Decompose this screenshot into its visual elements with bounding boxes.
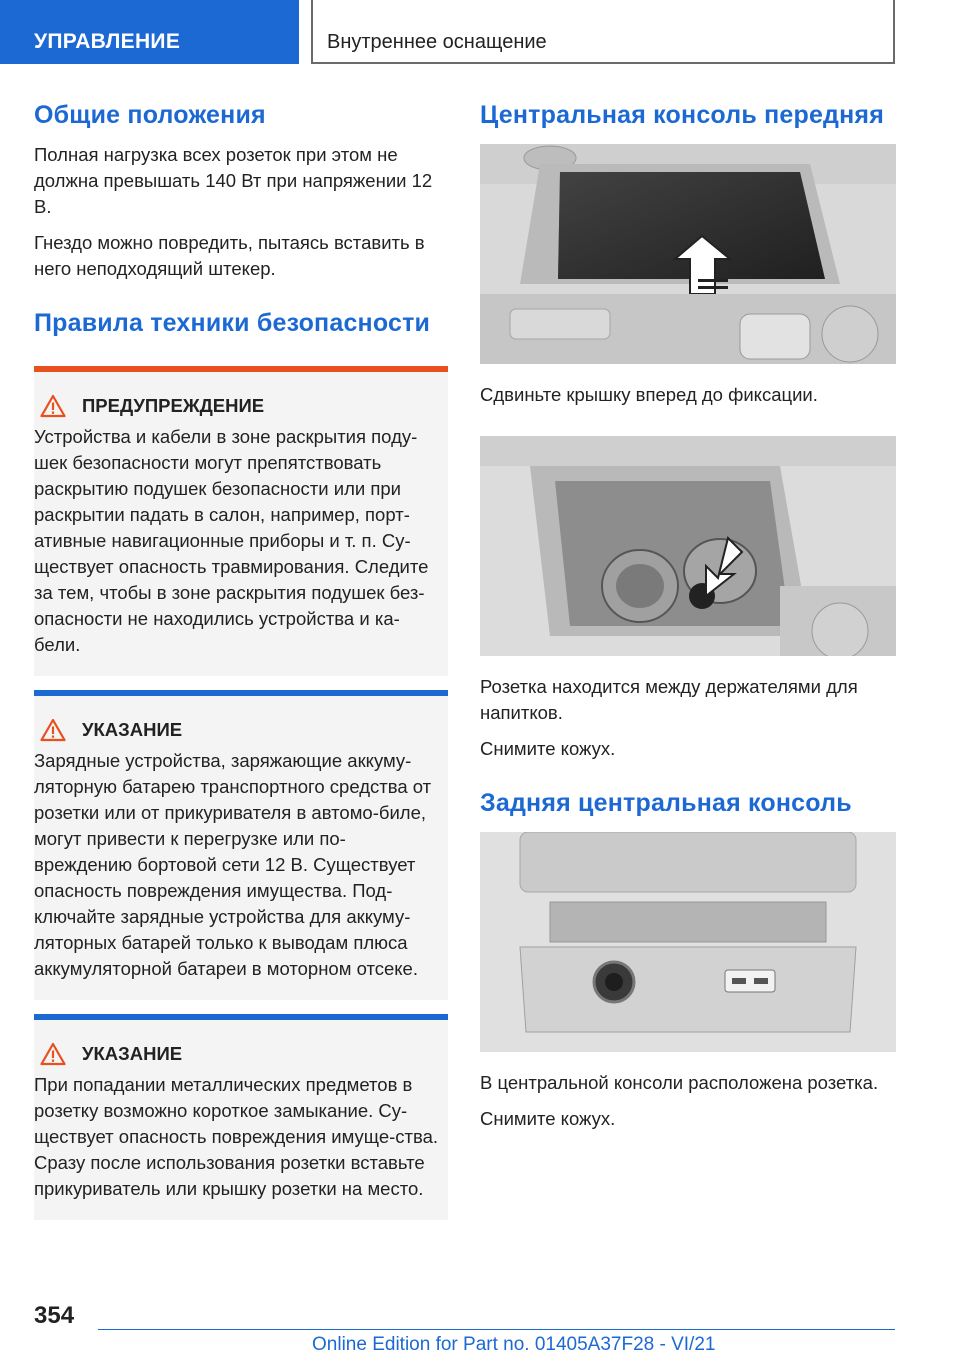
footer-divider xyxy=(98,1329,895,1330)
info-notice-short-circuit-text: При попадании металлических предметов в розетку возможно короткое замыкание. Су-ществует опасность повреждения имуще-ства. Сразу после использования розетки вставьте прикуриватель или крышку розетки на место. xyxy=(34,1074,439,1199)
warning-notice-text: Устройства и кабели в зоне раскрытия поду-шек безопасности могут препятствовать раскрытию подушек безопасности или при раскрытии падать в салон, например, порт-ативные навигационные приборы и т. п. Су-ществует опасность травмирования. Следите за тем, чтобы в зоне раскрытия подушек без-опасности не находились устройства и ка-бели. xyxy=(34,426,429,655)
general-paragraph-2: Гнездо можно повредить, пытаясь вставить в него неподходящий штекер. xyxy=(34,232,425,279)
front-caption-1: Сдвиньте крышку вперед до фиксации. xyxy=(480,384,818,405)
info-notice-charger-title: УКАЗАНИЕ xyxy=(82,719,183,740)
rear-console-heading: Задняя центральная консоль xyxy=(480,789,852,817)
info-notice-charger xyxy=(34,690,448,1000)
general-heading: Общие положения xyxy=(34,101,266,129)
info-notice-short-circuit-title: УКАЗАНИЕ xyxy=(82,1043,183,1064)
general-paragraph-1: Полная нагрузка всех розеток при этом не должна превышать 140 Вт при напряжении 12 В. xyxy=(34,144,433,217)
warning-notice-title: ПРЕДУПРЕЖДЕНИЕ xyxy=(82,395,265,416)
page-number: 354 xyxy=(34,1302,75,1329)
front-console-cover-photo xyxy=(480,144,896,364)
rear-caption-2: Снимите кожух. xyxy=(480,1108,616,1129)
warning-triangle-icon xyxy=(40,1042,66,1066)
safety-heading: Правила техники безопасности xyxy=(34,309,431,337)
rear-console-socket-photo xyxy=(480,832,896,1052)
left-column xyxy=(34,100,448,1220)
warning-triangle-icon xyxy=(40,394,66,418)
footer-edition: Online Edition for Part no. 01405A37F28 - VI/21 xyxy=(312,1334,716,1355)
header-section-label: УПРАВЛЕНИЕ xyxy=(0,0,299,64)
info-notice-short-circuit xyxy=(34,1014,448,1220)
warning-notice xyxy=(34,366,448,676)
warning-triangle-icon xyxy=(40,718,66,742)
right-column xyxy=(480,100,896,1142)
front-console-heading: Центральная консоль передняя xyxy=(480,101,885,129)
front-caption-2: Розетка находится между держателями для напитков. xyxy=(480,676,858,723)
header-chapter-label: Внутреннее оснащение xyxy=(311,0,895,64)
info-notice-charger-text: Зарядные устройства, заряжающие аккуму-ляторную батарею транспортного средства от розетки или от прикуривателя в автомо-биле, могут привести к перегрузке или по-вреждению бортовой сети 12 В. Существует опасность повреждения имущества. Под-ключайте зарядные устройства для аккуму-ляторных батарей только к выводам плюса аккумуляторной батареи в моторном отсеке. xyxy=(34,750,432,979)
front-console-socket-photo xyxy=(480,436,896,656)
rear-caption-1: В центральной консоли расположена розетка. xyxy=(480,1072,879,1093)
front-caption-3: Снимите кожух. xyxy=(480,738,616,759)
